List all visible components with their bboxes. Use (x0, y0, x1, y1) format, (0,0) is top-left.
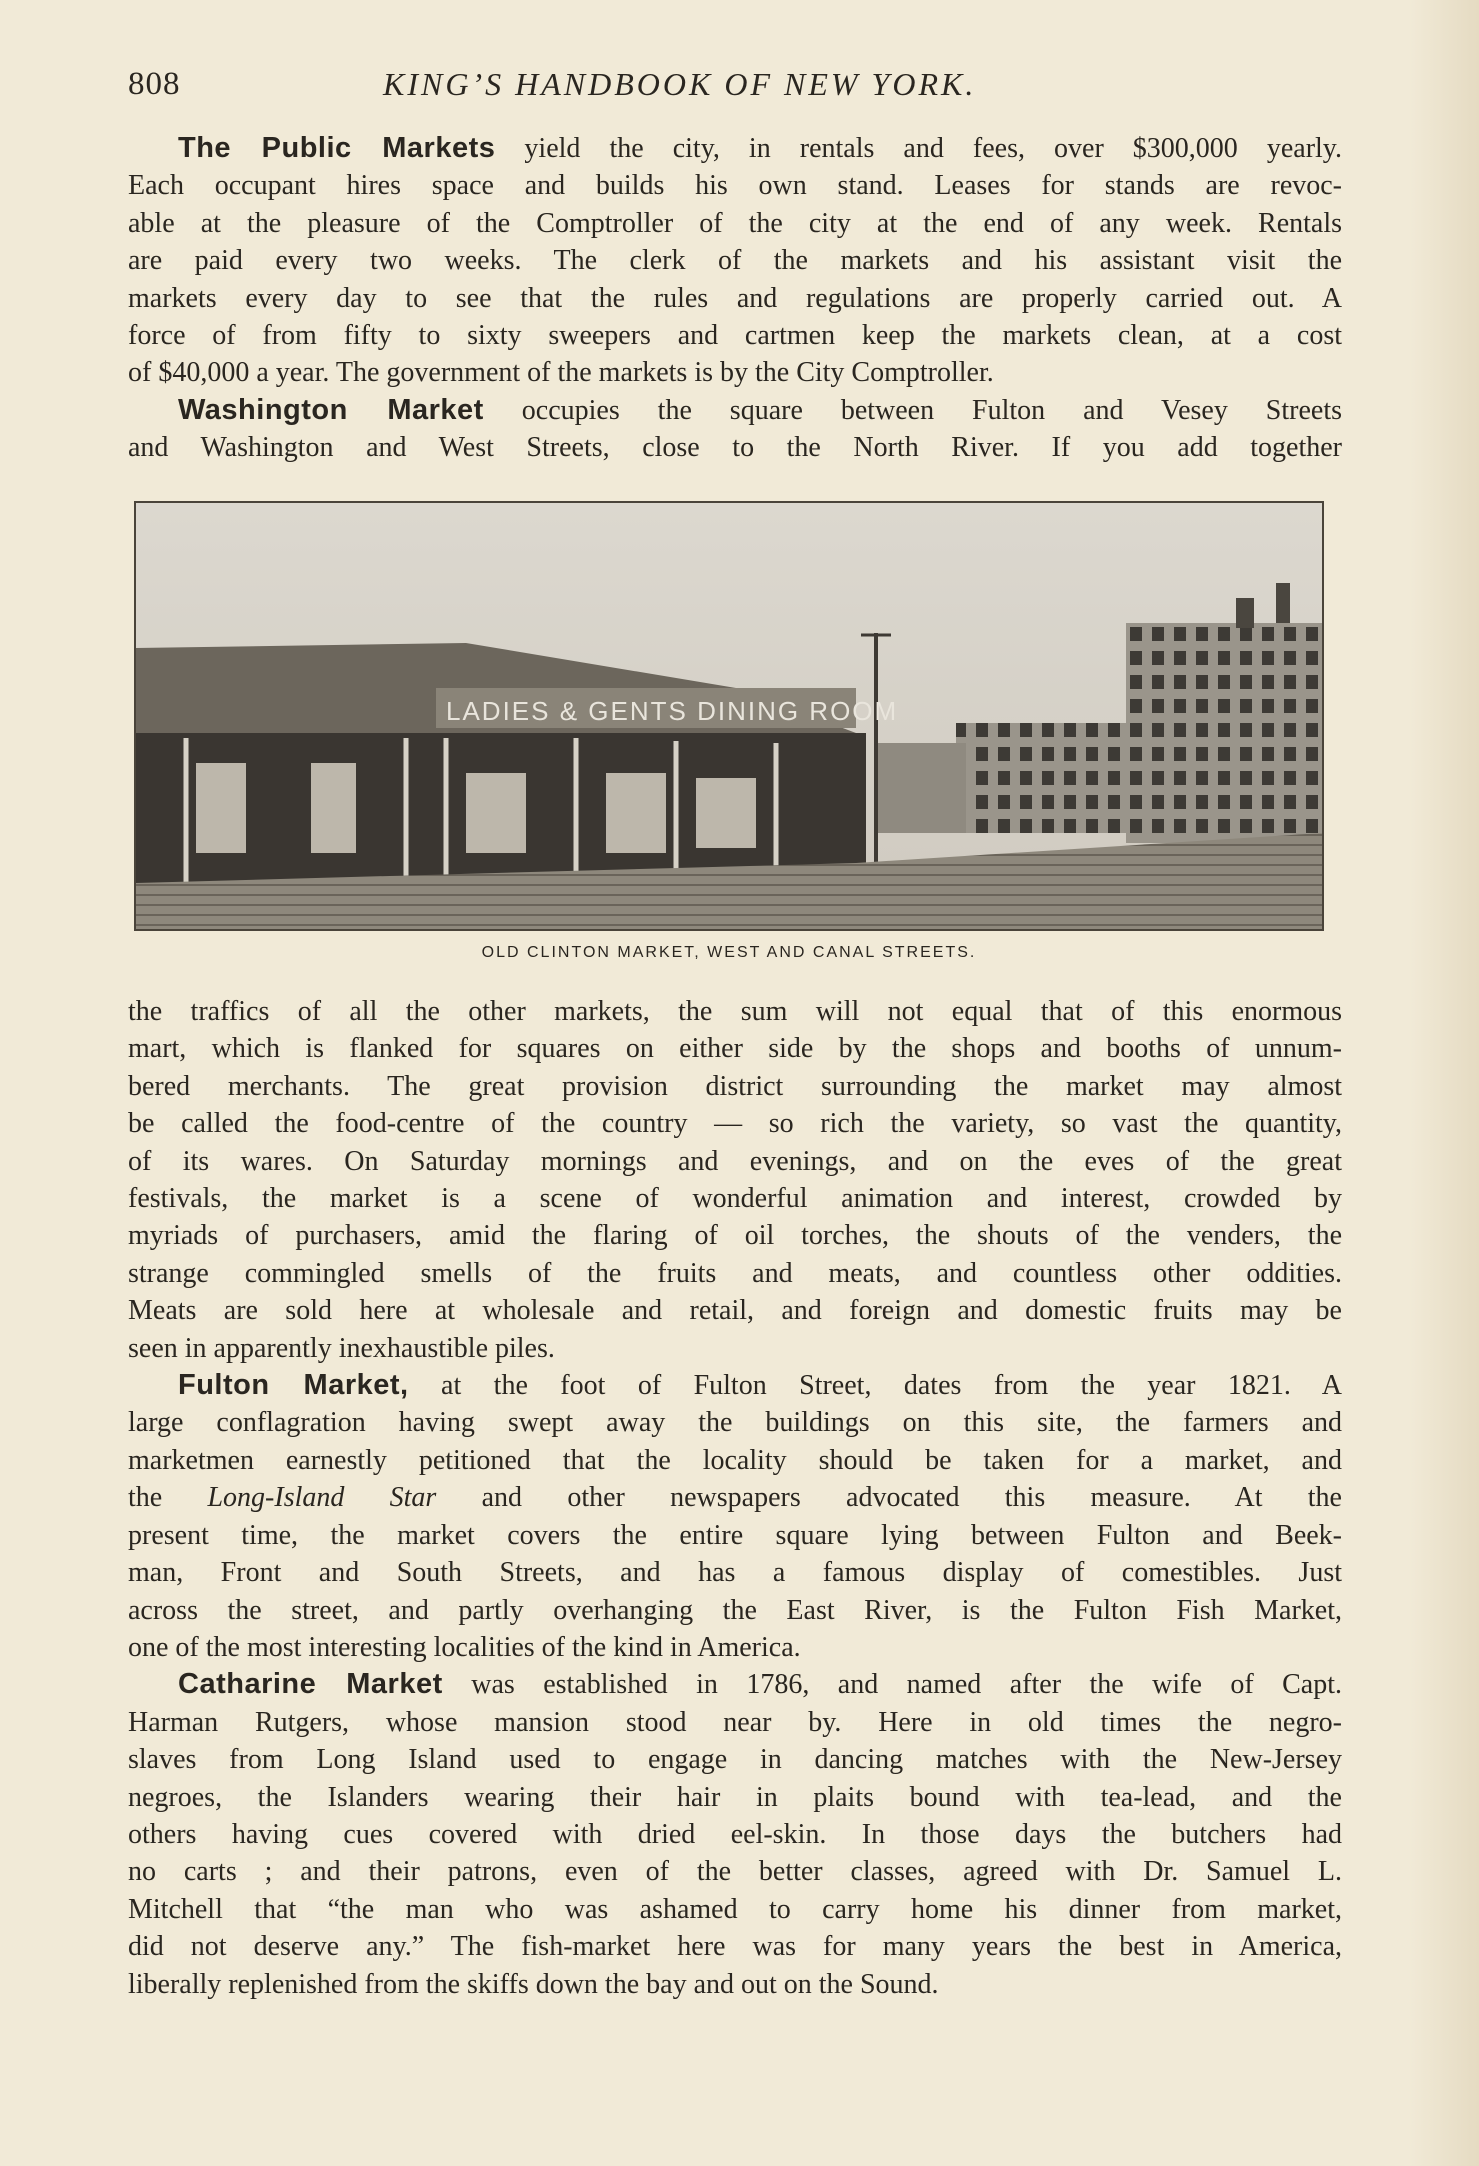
text-line: others having cues covered with dried eel-skin. In those days the butchers had (128, 1818, 1342, 1850)
text-line: festivals, the market is a scene of wonderful animation and interest, crowded by (128, 1183, 1342, 1215)
heading-public-markets: The Public Markets (178, 132, 496, 164)
text-line: be called the food-centre of the country — so rich the variety, so vast the quantity, (128, 1108, 1342, 1140)
heading-catharine-market: Catharine Market (178, 1668, 443, 1701)
newspaper-title: Long-Island Star (207, 1482, 437, 1514)
page-number: 808 (128, 66, 181, 102)
text-line: across the street, and partly overhanging the East River, is the Fulton Fish Market, (128, 1594, 1342, 1626)
running-title: KING’S HANDBOOK OF NEW YORK. (383, 66, 977, 102)
text-line: Meats are sold here at wholesale and retail, and foreign and domestic fruits may be (128, 1295, 1342, 1327)
text-line: at the foot of Fulton Street, dates from the year 1821. A (408, 1370, 1343, 1402)
heading-washington-market: Washington Market (178, 393, 484, 426)
paragraph-washington-end (128, 1330, 1342, 1367)
text-line: Mitchell that “the man who was ashamed to carry home his dinner from market, (128, 1893, 1342, 1925)
paragraph-washington-continued (128, 993, 1342, 1330)
text-line: and Washington and West Streets, close to the North River. If you add together (128, 432, 1342, 464)
text-line: Harman Rutgers, whose mansion stood near by. Here in old times the negro- (128, 1706, 1342, 1738)
text-line: was established in 1786, and named after the wife of Capt. (442, 1669, 1342, 1701)
brick-building-right (1126, 623, 1322, 843)
text-line: liberally replenished from the skiffs down the bay and out on the Sound. (128, 1968, 939, 2000)
paragraph-public-markets (128, 130, 1342, 354)
text-line: slaves from Long Island used to engage in dancing matches with the New-Jersey (128, 1744, 1342, 1776)
distant-buildings (956, 723, 1126, 833)
text-line: marketmen earnestly petitioned that the locality should be taken for a market, and (128, 1444, 1342, 1476)
text-line: Each occupant hires space and builds his own stand. Leases for stands are revoc- (128, 170, 1342, 202)
paragraph-fulton-end (128, 1629, 1342, 1666)
text-line: did not deserve any.” The fish-market here was for many years the best in America, (128, 1931, 1342, 1963)
text-line: strange commingled smells of the fruits and meats, and countless other oddities. (128, 1257, 1342, 1289)
text-line: yield the city, in rentals and fees, over $300,000 yearly. (495, 133, 1342, 164)
text-line: no carts ; and their patrons, even of the better classes, agreed with Dr. Samuel L. (128, 1856, 1342, 1888)
text-line: markets every day to see that the rules and regulations are properly carried out. A (128, 282, 1342, 314)
text-line: the traffics of all the other markets, the sum will not equal that of this enormous (128, 996, 1342, 1027)
illustration-old-clinton-market (134, 501, 1324, 931)
paragraph-fulton-market (128, 1367, 1342, 1629)
text-block-bottom (128, 993, 1342, 2003)
paragraph-washington-market (128, 392, 1342, 467)
text-line: bered merchants. The great provision district surrounding the market may almost (128, 1070, 1342, 1102)
page-edge-shadow (1409, 0, 1479, 2166)
text-line: mart, which is flanked for squares on either side by the shops and booths of unnum- (128, 1033, 1342, 1065)
text-block-top (128, 130, 1342, 467)
text-line: occupies the square between Fulton and Vesey Streets (483, 394, 1342, 426)
text-line: able at the pleasure of the Comptroller of the city at the end of any week. Rentals (128, 207, 1342, 239)
text-line: man, Front and South Streets, and has a famous display of comestibles. Just (128, 1557, 1342, 1589)
running-header (128, 58, 1338, 118)
market-engraving (136, 503, 1322, 929)
paragraph-catharine-market (128, 1666, 1342, 1965)
paragraph-public-markets-end (128, 354, 1342, 391)
text-line: negroes, the Islanders wearing their hair in plaits bound with tea-lead, and the (128, 1781, 1342, 1813)
text-line: and other newspapers advocated this measure. At the (436, 1482, 1342, 1514)
text-line: seen in apparently inexhaustible piles. (128, 1332, 555, 1364)
heading-fulton-market: Fulton Market, (178, 1369, 409, 1402)
text-line: of $40,000 a year. The government of the markets is by the City Comptroller. (128, 357, 994, 389)
text-line: present time, the market covers the entire square lying between Fulton and Beek- (128, 1519, 1342, 1551)
paragraph-catharine-end (128, 1966, 1342, 2003)
text-line: are paid every two weeks. The clerk of the markets and his assistant visit the (128, 245, 1342, 277)
text-line: of its wares. On Saturday mornings and evenings, and on the eves of the great (128, 1145, 1342, 1177)
figure-caption: OLD CLINTON MARKET, WEST AND CANAL STREETS. (481, 944, 977, 961)
text-line: force of from fifty to sixty sweepers and cartmen keep the markets clean, at a cost (128, 320, 1342, 352)
text-line: large conflagration having swept away the buildings on this site, the farmers and (128, 1407, 1342, 1439)
text-line: one of the most interesting localities of the kind in America. (128, 1631, 801, 1663)
text-line: the (128, 1482, 208, 1514)
text-line: myriads of purchasers, amid the flaring of oil torches, the shouts of the venders, the (128, 1220, 1342, 1252)
dining-room-sign: LADIES & GENTS DINING ROOM (446, 696, 899, 726)
